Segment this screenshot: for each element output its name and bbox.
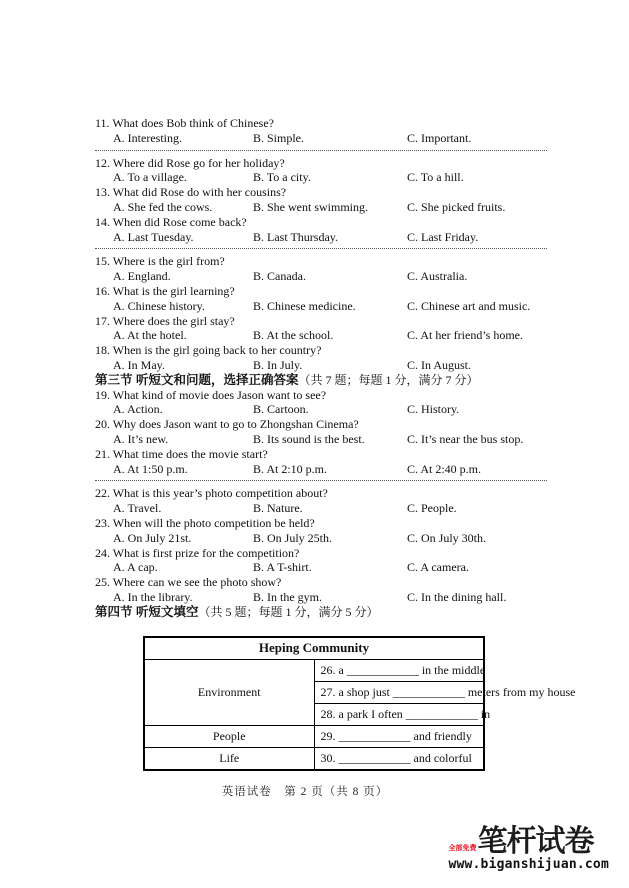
option-c: C. She picked fruits. — [407, 199, 506, 214]
options-row — [95, 299, 547, 314]
question-16 — [95, 284, 547, 314]
option-c: C. A camera. — [407, 560, 469, 575]
dotted-divider — [95, 480, 547, 481]
options-row — [95, 462, 547, 477]
dotted-divider — [95, 150, 547, 151]
option-a: A. In May. — [113, 357, 165, 372]
option-b: B. In the gym. — [253, 589, 322, 604]
options-row — [95, 230, 547, 245]
section-4-scoring: （共 5 题；每题 1 分，满分 5 分） — [198, 604, 379, 619]
option-b: B. At 2:10 p.m. — [253, 461, 328, 476]
question-text: 23. When will the photo competition be held? — [95, 515, 315, 530]
options-row — [95, 402, 547, 417]
row-label-life: Life — [144, 747, 314, 770]
option-a: A. England. — [113, 269, 171, 284]
exam-content — [95, 116, 576, 771]
option-c: C. On July 30th. — [407, 530, 487, 545]
question-text: 15. Where is the girl from? — [95, 254, 225, 269]
option-b: B. To a city. — [253, 170, 311, 185]
option-b: B. A T-shirt. — [253, 560, 312, 575]
question-text: 18. When is the girl going back to her country? — [95, 343, 322, 358]
question-text: 11. What does Bob think of Chinese? — [95, 116, 274, 130]
blank-item-29: 29. ____________ and friendly — [314, 725, 484, 747]
question-23 — [95, 516, 547, 546]
question-18 — [95, 343, 547, 373]
table-title: Heping Community — [144, 637, 484, 660]
option-b: B. In July. — [253, 357, 303, 372]
question-17 — [95, 314, 547, 344]
question-21 — [95, 447, 547, 477]
option-b: B. Canada. — [253, 269, 306, 284]
question-20 — [95, 417, 547, 447]
question-24 — [95, 546, 547, 576]
page-footer: 英语试卷 第 2 页（共 8 页） — [221, 786, 389, 798]
watermark-brand: 笔杆试卷 — [477, 824, 594, 859]
section-3-title: 第三节 听短文和问题，选择正确答案 — [95, 372, 299, 387]
options-row — [95, 590, 547, 605]
question-text: 22. What is this year’s photo competition about? — [95, 486, 328, 501]
row-label-people: People — [144, 725, 314, 747]
option-c: C. Chinese art and music. — [407, 298, 531, 313]
question-19 — [95, 388, 547, 418]
section-3-header — [95, 373, 547, 388]
question-text: 20. Why does Jason want to go to Zhongshan Cinema? — [95, 417, 359, 432]
option-b: B. She went swimming. — [253, 199, 369, 214]
question-text: 19. What kind of movie does Jason want to see? — [95, 387, 327, 402]
question-text: 14. When did Rose come back? — [95, 214, 247, 229]
question-text: 12. Where did Rose go for her holiday? — [95, 155, 285, 170]
question-25 — [95, 575, 547, 605]
option-a: A. She fed the cows. — [113, 199, 213, 214]
watermark-free-badge: 全部免费 — [448, 845, 477, 852]
options-row — [95, 328, 547, 343]
option-c: C. Australia. — [407, 269, 468, 284]
dotted-divider — [95, 248, 547, 249]
options-row — [95, 531, 547, 546]
option-c: C. History. — [407, 402, 460, 417]
blank-item-26: 26. a ____________ in the middle — [314, 659, 484, 681]
question-15 — [95, 254, 547, 284]
option-b: B. On July 25th. — [253, 530, 333, 545]
watermark-url: www.biganshijuan.com — [448, 857, 609, 872]
option-c: C. In August. — [407, 357, 472, 372]
option-a: A. Action. — [113, 402, 163, 417]
blank-item-27: 27. a shop just ____________ meters from my house — [314, 681, 484, 703]
option-c: C. People. — [407, 501, 457, 516]
option-b: B. Cartoon. — [253, 402, 309, 417]
row-label-environment: Environment — [144, 659, 314, 725]
option-a: A. On July 21st. — [113, 530, 192, 545]
options-row — [95, 269, 547, 284]
section-3-scoring: （共 7 题；每题 1 分，满分 7 分） — [298, 372, 479, 387]
question-text: 25. Where can we see the photo show? — [95, 575, 282, 590]
option-c: C. It’s near the bus stop. — [407, 431, 524, 446]
option-a: A. In the library. — [113, 589, 193, 604]
option-a: A. It’s new. — [113, 431, 169, 446]
option-a: A. At the hotel. — [113, 328, 187, 343]
option-b: B. At the school. — [253, 328, 334, 343]
question-22 — [95, 486, 547, 516]
option-b: B. Nature. — [253, 501, 303, 516]
options-row — [95, 432, 547, 447]
option-b: B. Chinese medicine. — [253, 298, 356, 313]
option-b: B. Last Thursday. — [253, 229, 338, 244]
option-a: A. Chinese history. — [113, 298, 205, 313]
option-c: C. In the dining hall. — [407, 589, 507, 604]
option-a: A. At 1:50 p.m. — [113, 461, 188, 476]
option-a: A. Last Tuesday. — [113, 229, 194, 244]
option-b: B. Its sound is the best. — [253, 431, 365, 446]
blank-item-30: 30. ____________ and colorful — [314, 747, 484, 770]
question-13 — [95, 185, 547, 215]
question-14 — [95, 215, 547, 245]
option-a: A. A cap. — [113, 560, 158, 575]
question-text: 13. What did Rose do with her cousins? — [95, 185, 287, 200]
question-text: 17. Where does the girl stay? — [95, 313, 235, 328]
biganshijuan-watermark — [448, 824, 609, 872]
heping-community-table — [143, 636, 576, 771]
question-text: 21. What time does the movie start? — [95, 446, 268, 461]
section-4-header — [95, 605, 547, 620]
option-c: C. At her friend’s home. — [407, 328, 523, 343]
question-12 — [95, 156, 547, 186]
option-c: C. Last Friday. — [407, 229, 479, 244]
options-row — [95, 200, 547, 215]
options-row — [95, 560, 547, 575]
option-b: B. Simple. — [253, 130, 305, 145]
options-row — [95, 501, 547, 516]
option-a: A. Travel. — [113, 501, 162, 516]
options-row — [95, 358, 547, 373]
option-a: A. Interesting. — [113, 130, 182, 145]
question-11 — [95, 116, 547, 146]
question-text: 24. What is first prize for the competition? — [95, 545, 300, 560]
option-a: A. To a village. — [113, 170, 187, 185]
options-row — [95, 131, 547, 146]
option-c: C. At 2:40 p.m. — [407, 461, 482, 476]
question-text: 16. What is the girl learning? — [95, 283, 235, 298]
watermark-top — [448, 824, 609, 859]
blank-item-28: 28. a park I often ____________ in — [314, 703, 484, 725]
option-c: C. Important. — [407, 130, 472, 145]
options-row — [95, 170, 547, 185]
option-c: C. To a hill. — [407, 170, 464, 185]
section-4-title: 第四节 听短文填空 — [95, 604, 199, 619]
